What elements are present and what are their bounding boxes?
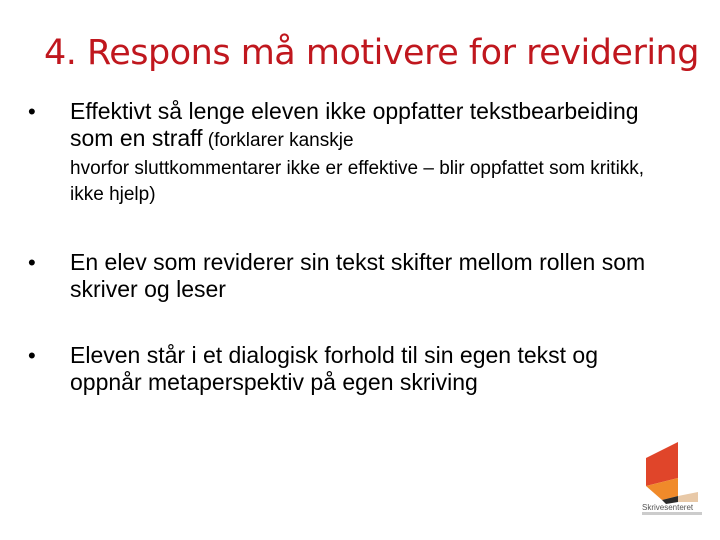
slide-title: 4. Respons må motivere for revidering	[44, 33, 699, 73]
bullet-text	[70, 98, 668, 154]
bullet-item	[28, 249, 668, 303]
logo-tagline-bar	[642, 512, 702, 515]
bullet-item	[28, 98, 668, 208]
bullet-item	[28, 342, 668, 396]
logo-wordmark: Skrivesenteret	[642, 503, 694, 512]
bullet-text: En elev som reviderer sin tekst skifter mellom rollen som skriver og leser	[70, 249, 646, 302]
bullet-marker: •	[28, 99, 36, 124]
bullet-marker: •	[28, 250, 36, 275]
logo-beige-shape	[678, 492, 698, 502]
bullet-continuation-text: hvorfor sluttkommentarer ikke er effektive – blir oppfattet som kritikk, ikke hjelp)	[70, 158, 645, 205]
bullet-list	[28, 98, 668, 396]
bullet-inline-small-text: (forklarer kanskje	[202, 130, 354, 151]
bullet-text: Eleven står i et dialogisk forhold til sin egen tekst og oppnår metaperspektiv på egen skriving	[70, 342, 599, 395]
bullet-main-text: Effektivt så lenge eleven ikke oppfatter tekstbearbeiding som en straff	[70, 98, 639, 151]
bullet-marker: •	[28, 343, 36, 368]
